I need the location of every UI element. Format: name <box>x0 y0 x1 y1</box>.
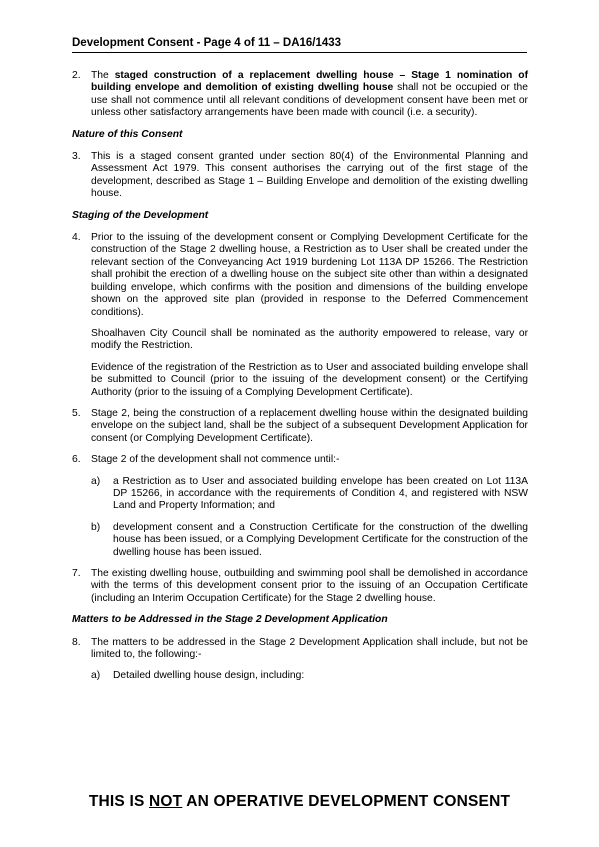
condition-text: This is a staged consent granted under section 80(4) of the Environmental Planning and Assessment Act 1979. This consent authorises the carrying out of the first stage of the development, described as Stage 1 – Building Envelope and demolition of the existing dwelling house. <box>91 151 528 200</box>
condition-text: Stage 2 of the development shall not commence until:- <box>91 454 340 466</box>
condition-subparagraph: Evidence of the registration of the Restriction as to User and associated building envelope shall be submitted to Council (prior to the issuing of the development consent) or the Certifying Authority (prior to the issuing of a Complying Development Certificate). <box>91 361 528 398</box>
condition-subitem-b <box>91 522 528 559</box>
condition-text: The existing dwelling house, outbuilding and swimming pool shall be demolished in accordance with the terms of this development consent prior to the issuing of an Occupation Certificate (including an Interim Occupation Certificate) for the Stage 2 dwelling house. <box>91 568 528 604</box>
condition-text: Prior to the issuing of the development consent or Complying Development Certificate for the construction of the Stage 2 dwelling house, a Restriction as to User shall be created under the relevant section of the Conveyancing Act 1919 burdening Lot 113A DP 15266. The Restriction shall prohibit the erection of a dwelling house on the subject site other than within a designated building envelope, which confirms with the position and dimensions of the building envelope shown on the approved site plan (provided in response to the Deferred Commencement conditions). <box>91 232 528 318</box>
condition-subparagraph: Shoalhaven City Council shall be nominated as the authority empowered to release, vary or modify the Restriction. <box>91 327 528 352</box>
condition-7 <box>72 568 528 605</box>
document-body <box>72 70 528 692</box>
subitem-letter: b) <box>91 521 101 533</box>
not-operative-notice: THIS IS NOT AN OPERATIVE DEVELOPMENT CONSENT <box>88 793 511 810</box>
condition-number: 2. <box>72 70 81 81</box>
condition-6 <box>72 454 528 559</box>
condition-2 <box>72 70 528 120</box>
condition-5 <box>72 408 528 445</box>
condition-number: 8. <box>72 636 81 648</box>
subitem-letter: a) <box>91 475 101 487</box>
condition-bold-text: staged construction of a replacement dwelling house – Stage 1 nomination of building envelope and demolition of existing dwelling house <box>91 70 529 94</box>
condition-number: 7. <box>72 568 81 579</box>
section-heading-staging: Staging of the Development <box>72 209 209 221</box>
condition-text: The matters to be addressed in the Stage 2 Development Application shall include, but not be limited to, the following:- <box>91 636 528 661</box>
subitem-text: development consent and a Construction Certificate for the construction of the dwelling house has been issued, or a Complying Development Certificate for the construction of the dwelling house has been issued. <box>113 521 528 558</box>
condition-number: 3. <box>72 151 81 163</box>
not-underlined: NOT <box>149 793 183 810</box>
condition-number: 5. <box>72 407 81 419</box>
condition-3 <box>72 151 528 201</box>
subitem-text: Detailed dwelling house design, including: <box>113 670 305 682</box>
condition-number: 6. <box>72 454 81 466</box>
page-header: Development Consent - Page 4 of 11 – DA16/1433 <box>72 37 527 53</box>
condition-number: 4. <box>72 232 81 244</box>
section-heading-nature: Nature of this Consent <box>72 128 183 140</box>
condition-subitem-a <box>91 476 528 513</box>
condition-text: Stage 2, being the construction of a replacement dwelling house within the designated building envelope on the subject land, shall be the subject of a subsequent Development Application for consent (or Complying Development Certificate). <box>91 407 528 444</box>
condition-text: The staged construction of a replacement dwelling house – Stage 1 nomination of building envelope and demolition of existing dwelling house shall not be occupied or the use shall not commence until all relevant conditions of development consent have been met or unless other satisfactory arrangements have been made with council (i.e. a security). <box>91 70 529 119</box>
subitem-text: a Restriction as to User and associated building envelope has been created on Lot 113A DP 15266, in accordance with the requirements of Condition 4, and registered with NSW Land and Property Information; and <box>113 475 528 512</box>
subitem-letter: a) <box>91 670 101 682</box>
condition-subitem-a <box>91 670 528 682</box>
condition-4 <box>72 232 528 399</box>
condition-8 <box>72 637 528 683</box>
section-heading-matters: Matters to be Addressed in the Stage 2 Development Application <box>72 614 388 626</box>
